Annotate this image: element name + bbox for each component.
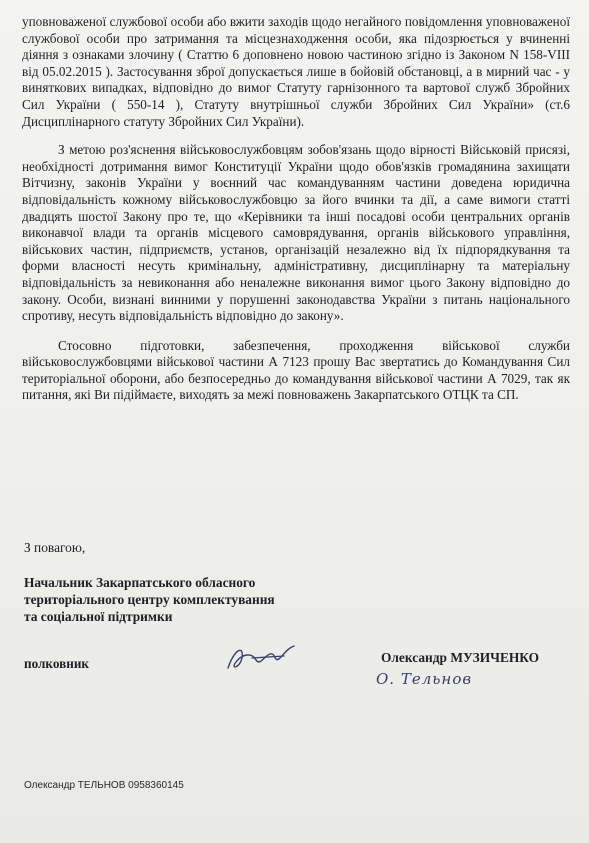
handwritten-signature (222, 638, 302, 678)
paragraph-obligations: З метою роз'яснення військовослужбовцям зобов'язань щодо вірності Військовій присязі, необхідності дотримання вимог Конституції України щодо обов'язків громадянина захищати Вітчизну, законів України у воєнний час командуванням частини доведена юридична відповідальність кожному військовослужбовцю за його вчинки та дії, а саме вимоги статті двадцять шостої Закону про те, що «Керівники та інші посадові особи центральних органів виконавчої влади та органів місцевого самоврядування, органів військового управління, військових частин, підприємств, установ, організацій незалежно від їх підпорядкування та форми власності несуть кримінальну, адміністративну, дисциплінарну та матеріальну відповідальність за невиконання або неналежне виконання вимог цього Закону відповідно до закону. Особи, визнані винними у порушенні законодавства України з питань національного спротиву, несуть відповідальність відповідно до закону». (22, 142, 570, 324)
paragraph-request: Стосовно підготовки, забезпечення, проходження військової служби військовослужбовцями військової частини А 7123 прошу Вас звертатись до Командування Сил територіальної оборони, або безпосередньо до командування військової частини А 7029, так як питання, які Ви підіймаєте, виходять за межі повноважень Закарпатського ОТЦК та СП. (22, 337, 570, 403)
signer-title (24, 574, 275, 625)
greeting: З повагою, (24, 540, 86, 555)
signer-name: Олександр МУЗИЧЕНКО (381, 650, 540, 665)
signer-title-line: та соціальної підтримки (24, 609, 173, 624)
signer-title-line: територіального центру комплектування (24, 592, 275, 607)
footer-contact: Олександр ТЕЛЬНОВ 0958360145 (24, 780, 184, 791)
paragraph-continuation: уповноваженої службової особи або вжити заходів щодо негайного повідомлення уповноваженої службової особи про затримання та місцезнаходження особи, яка підозрюється у вчиненні діяння з ознаками злочину ( Статтю 6 доповнено новою частиною згідно із Законом N 158-VIII від 05.02.2015 ). Застосування зброї допускається лише в бойовій обстановці, а в мирний час - у виняткових випадках, відповідно до вимог Статуту гарнізонного та вартової служб Збройних Сил України ( 550-14 ), Статуту внутрішньої служби Збройних Сил України» (ст.6 Дисциплінарного статуту Збройних Сил України). (22, 14, 570, 129)
signer-title-line: Начальник Закарпатського обласного (24, 575, 256, 590)
letter-body (22, 14, 570, 404)
signer-rank: полковник (24, 656, 90, 671)
handwritten-note: О. Тельнов (376, 670, 473, 688)
